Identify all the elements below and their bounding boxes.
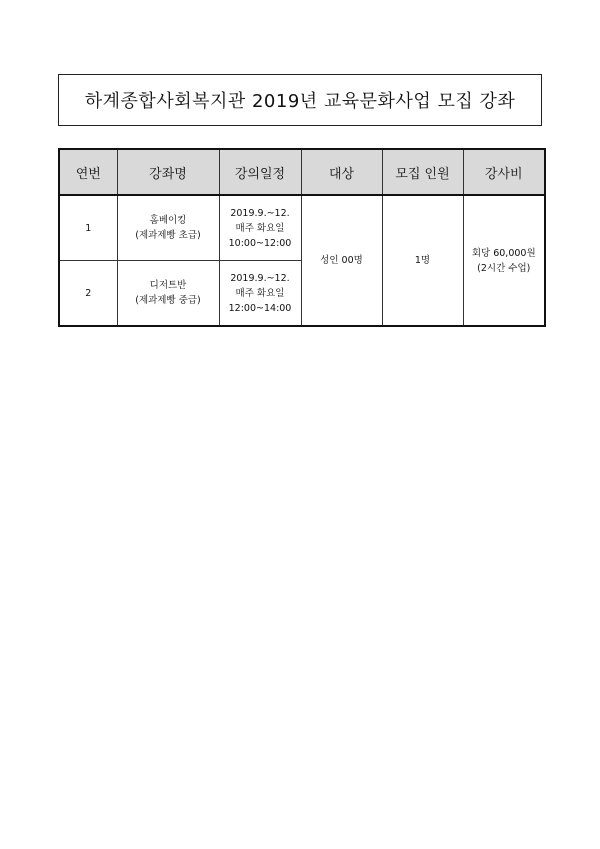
course-subtitle: (제과제빵 초급) xyxy=(135,230,201,241)
schedule-day: 매주 화요일 xyxy=(235,222,285,234)
course-name-cell xyxy=(117,261,219,327)
course-table xyxy=(58,148,546,327)
schedule-cell xyxy=(219,195,301,261)
fee-amount: 회당 60,000원 xyxy=(471,247,536,259)
table-header-row xyxy=(59,149,545,195)
document-title: 하계종합사회복지관 2019년 교육문화사업 모집 강좌 xyxy=(84,91,516,112)
header-target: 대상 xyxy=(301,149,382,195)
row-number: 2 xyxy=(59,261,117,327)
schedule-period: 2019.9.~12. xyxy=(230,207,290,219)
schedule-day: 매주 화요일 xyxy=(235,287,285,299)
schedule-period: 2019.9.~12. xyxy=(230,272,290,284)
schedule-time: 12:00~14:00 xyxy=(228,302,292,314)
header-capacity: 모집 인원 xyxy=(382,149,463,195)
capacity-cell: 1명 xyxy=(382,195,463,326)
schedule-cell xyxy=(219,261,301,327)
course-name: 디저트반 xyxy=(149,280,187,291)
header-course-name: 강좌명 xyxy=(117,149,219,195)
course-name-cell xyxy=(117,195,219,261)
header-fee: 강사비 xyxy=(463,149,545,195)
header-number: 연번 xyxy=(59,149,117,195)
course-subtitle: (제과제빵 중급) xyxy=(135,295,201,306)
title-box xyxy=(58,74,542,126)
schedule-time: 10:00~12:00 xyxy=(228,237,292,249)
header-schedule: 강의일정 xyxy=(219,149,301,195)
row-number: 1 xyxy=(59,195,117,261)
table-row xyxy=(59,195,545,261)
target-cell: 성인 00명 xyxy=(301,195,382,326)
fee-cell xyxy=(463,195,545,326)
fee-note: (2시간 수업) xyxy=(477,262,531,274)
course-name: 홈베이킹 xyxy=(149,215,187,226)
